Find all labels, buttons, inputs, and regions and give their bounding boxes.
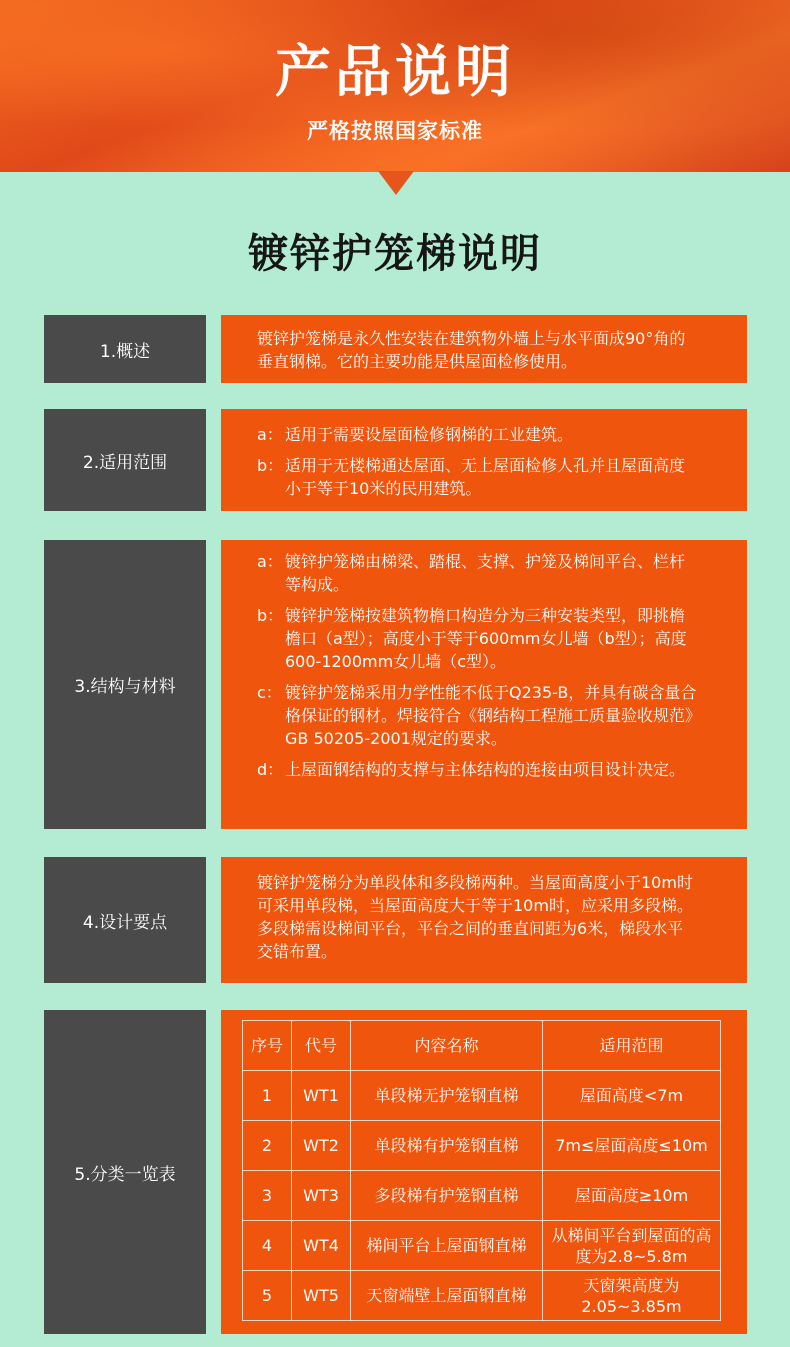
box-overview	[221, 315, 747, 383]
page-title: 产品说明	[275, 40, 515, 105]
list-item	[257, 681, 697, 750]
classification-table	[242, 1020, 721, 1321]
item-key: b：	[257, 456, 284, 475]
table-cell: 梯间平台上屋面钢直梯	[351, 1221, 543, 1271]
table-cell: 5	[243, 1271, 292, 1321]
item-key: b：	[257, 606, 284, 625]
table-cell: 单段梯无护笼钢直梯	[351, 1071, 543, 1121]
item-text: 适用于无楼梯通达屋面、无上屋面检修人孔并且屋面高度小于等于10米的民用建筑。	[285, 456, 686, 498]
label-scope: 2.适用范围	[44, 409, 206, 511]
table-row	[243, 1271, 721, 1321]
table-cell: 2	[243, 1121, 292, 1171]
label-classification: 5.分类一览表	[44, 1010, 206, 1334]
table-cell: 多段梯有护笼钢直梯	[351, 1171, 543, 1221]
item-text: 镀锌护笼梯采用力学性能不低于Q235-B，并具有碳含量合格保证的钢材。焊接符合《钢结构工程施工质量验收规范》GB 50205-2001规定的要求。	[285, 683, 697, 748]
item-text: 适用于需要设屋面检修钢梯的工业建筑。	[285, 425, 574, 444]
label-structure: 3.结构与材料	[44, 540, 206, 829]
table-header-row	[243, 1021, 721, 1071]
label-overview: 1.概述	[44, 315, 206, 383]
header-banner	[0, 0, 790, 172]
table-cell: WT4	[292, 1221, 351, 1271]
table-cell: 7m≤屋面高度≤10m	[543, 1121, 721, 1171]
list-item	[257, 423, 697, 446]
list-item	[257, 550, 697, 596]
table-cell: 1	[243, 1071, 292, 1121]
list-item	[257, 758, 697, 781]
header-cell: 序号	[243, 1021, 292, 1071]
header-cell: 代号	[292, 1021, 351, 1071]
down-arrow-icon	[378, 171, 414, 195]
box-structure	[221, 540, 747, 829]
box-scope	[221, 409, 747, 511]
design-text: 镀锌护笼梯分为单段体和多段梯两种。当屋面高度小于10m时可采用单段梯，当屋面高度大于等于10m时，应采用多段梯。多段梯需设梯间平台，平台之间的垂直间距为6米，梯段水平交错布置。	[257, 873, 693, 961]
section-title: 镀锌护笼梯说明	[248, 230, 542, 277]
header-cell: 适用范围	[543, 1021, 721, 1071]
table-cell: WT1	[292, 1071, 351, 1121]
table-cell: 屋面高度≥10m	[543, 1171, 721, 1221]
list-item	[257, 604, 697, 673]
table-row	[243, 1171, 721, 1221]
box-design	[221, 857, 747, 983]
page-subtitle: 严格按照国家标准	[307, 119, 483, 143]
table-cell: WT2	[292, 1121, 351, 1171]
table-row	[243, 1221, 721, 1271]
table-cell: 单段梯有护笼钢直梯	[351, 1121, 543, 1171]
list-item	[257, 454, 697, 500]
table-cell: 天窗架高度为2.05~3.85m	[543, 1271, 721, 1321]
label-design: 4.设计要点	[44, 857, 206, 983]
item-text: 镀锌护笼梯按建筑物檐口构造分为三种安装类型，即挑檐檐口（a型）；高度小于等于600mm女儿墙（b型）；高度600-1200mm女儿墙（c型）。	[285, 606, 687, 671]
table-row	[243, 1071, 721, 1121]
table-cell: 4	[243, 1221, 292, 1271]
item-key: c：	[257, 683, 282, 702]
item-text: 上屋面钢结构的支撑与主体结构的连接由项目设计决定。	[285, 760, 686, 779]
item-key: a：	[257, 425, 283, 444]
table-cell: 屋面高度<7m	[543, 1071, 721, 1121]
item-text: 镀锌护笼梯由梯梁、踏棍、支撑、护笼及梯间平台、栏杆等构成。	[285, 552, 686, 594]
item-key: a：	[257, 552, 283, 571]
table-cell: WT3	[292, 1171, 351, 1221]
overview-text: 镀锌护笼梯是永久性安装在建筑物外墙上与水平面成90°角的垂直钢梯。它的主要功能是供屋面检修使用。	[257, 329, 686, 371]
header-cell: 内容名称	[351, 1021, 543, 1071]
table-row	[243, 1121, 721, 1171]
item-key: d：	[257, 760, 284, 779]
table-cell: 从梯间平台到屋面的高度为2.8~5.8m	[543, 1221, 721, 1271]
table-cell: 天窗端壁上屋面钢直梯	[351, 1271, 543, 1321]
table-cell: WT5	[292, 1271, 351, 1321]
table-cell: 3	[243, 1171, 292, 1221]
